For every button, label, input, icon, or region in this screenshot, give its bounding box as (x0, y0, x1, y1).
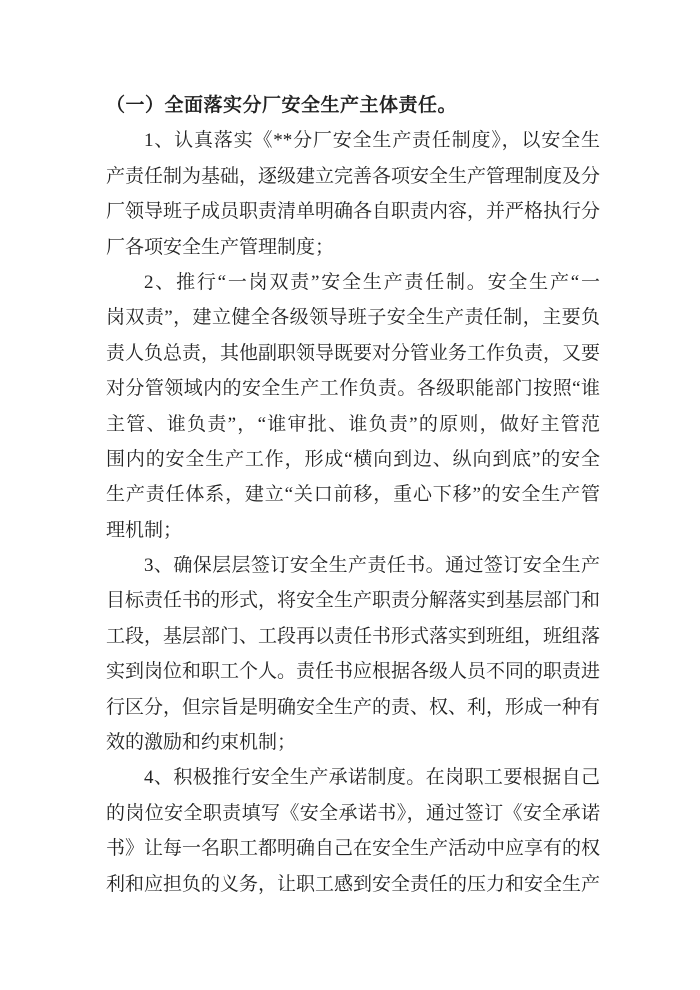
paragraph-2-line: 对分管领域内的安全生产工作负责。各级职能部门按照“谁 (106, 378, 600, 400)
paragraph-3-line: 3、确保层层签订安全生产责任书。通过签订安全生产 (144, 555, 600, 577)
paragraph-3-line: 实到岗位和职工个人。责任书应根据各级人员不同的职责进 (106, 661, 600, 683)
paragraph-3-line: 目标责任书的形式，将安全生产职责分解落实到基层部门和 (106, 590, 600, 612)
paragraph-2-line: 理机制； (106, 519, 183, 541)
paragraph-2-line: 责人负总责，其他副职领导既要对分管业务工作负责，又要 (106, 342, 600, 364)
paragraph-2-line: 岗双责”，建立健全各级领导班子安全生产责任制，主要负 (106, 307, 600, 329)
paragraph-4-line: 利和应担负的义务，让职工感到安全责任的压力和安全生产 (106, 873, 600, 895)
section-heading: （一）全面落实分厂安全生产主体责任。 (106, 95, 458, 116)
paragraph-2-line: 生产责任体系，建立“关口前移，重心下移”的安全生产管 (106, 484, 600, 506)
paragraph-4-line: 4、积极推行安全生产承诺制度。在岗职工要根据自己 (144, 767, 600, 789)
paragraph-2-line: 围内的安全生产工作，形成“横向到边、纵向到底”的安全 (106, 448, 600, 470)
paragraph-4-line: 书》让每一名职工都明确自己在安全生产活动中应享有的权 (106, 838, 600, 860)
document-body (106, 88, 600, 902)
paragraph-1-line: 厂各项安全生产管理制度； (106, 236, 335, 258)
paragraph-1-line: 1、认真落实《**分厂安全生产责任制度》，以安全生 (144, 130, 600, 152)
paragraph-1-line: 厂领导班子成员职责清单明确各自职责内容，并严格执行分 (106, 201, 600, 223)
paragraph-3-line: 行区分，但宗旨是明确安全生产的责、权、利，形成一种有 (106, 696, 600, 718)
paragraph-1-line: 产责任制为基础，逐级建立完善各项安全生产管理制度及分 (106, 165, 600, 187)
paragraph-3-line: 工段，基层部门、工段再以责任书形式落实到班组，班组落 (106, 625, 600, 647)
paragraph-4-line: 的岗位安全职责填写《安全承诺书》，通过签订《安全承诺 (106, 802, 600, 824)
paragraph-2-line: 主管、谁负责”，“谁审批、谁负责”的原则，做好主管范 (106, 413, 600, 435)
paragraph-2-line: 2、推行“一岗双责”安全生产责任制。安全生产“一 (144, 271, 600, 293)
paragraph-3-line: 效的激励和约束机制； (106, 732, 297, 754)
